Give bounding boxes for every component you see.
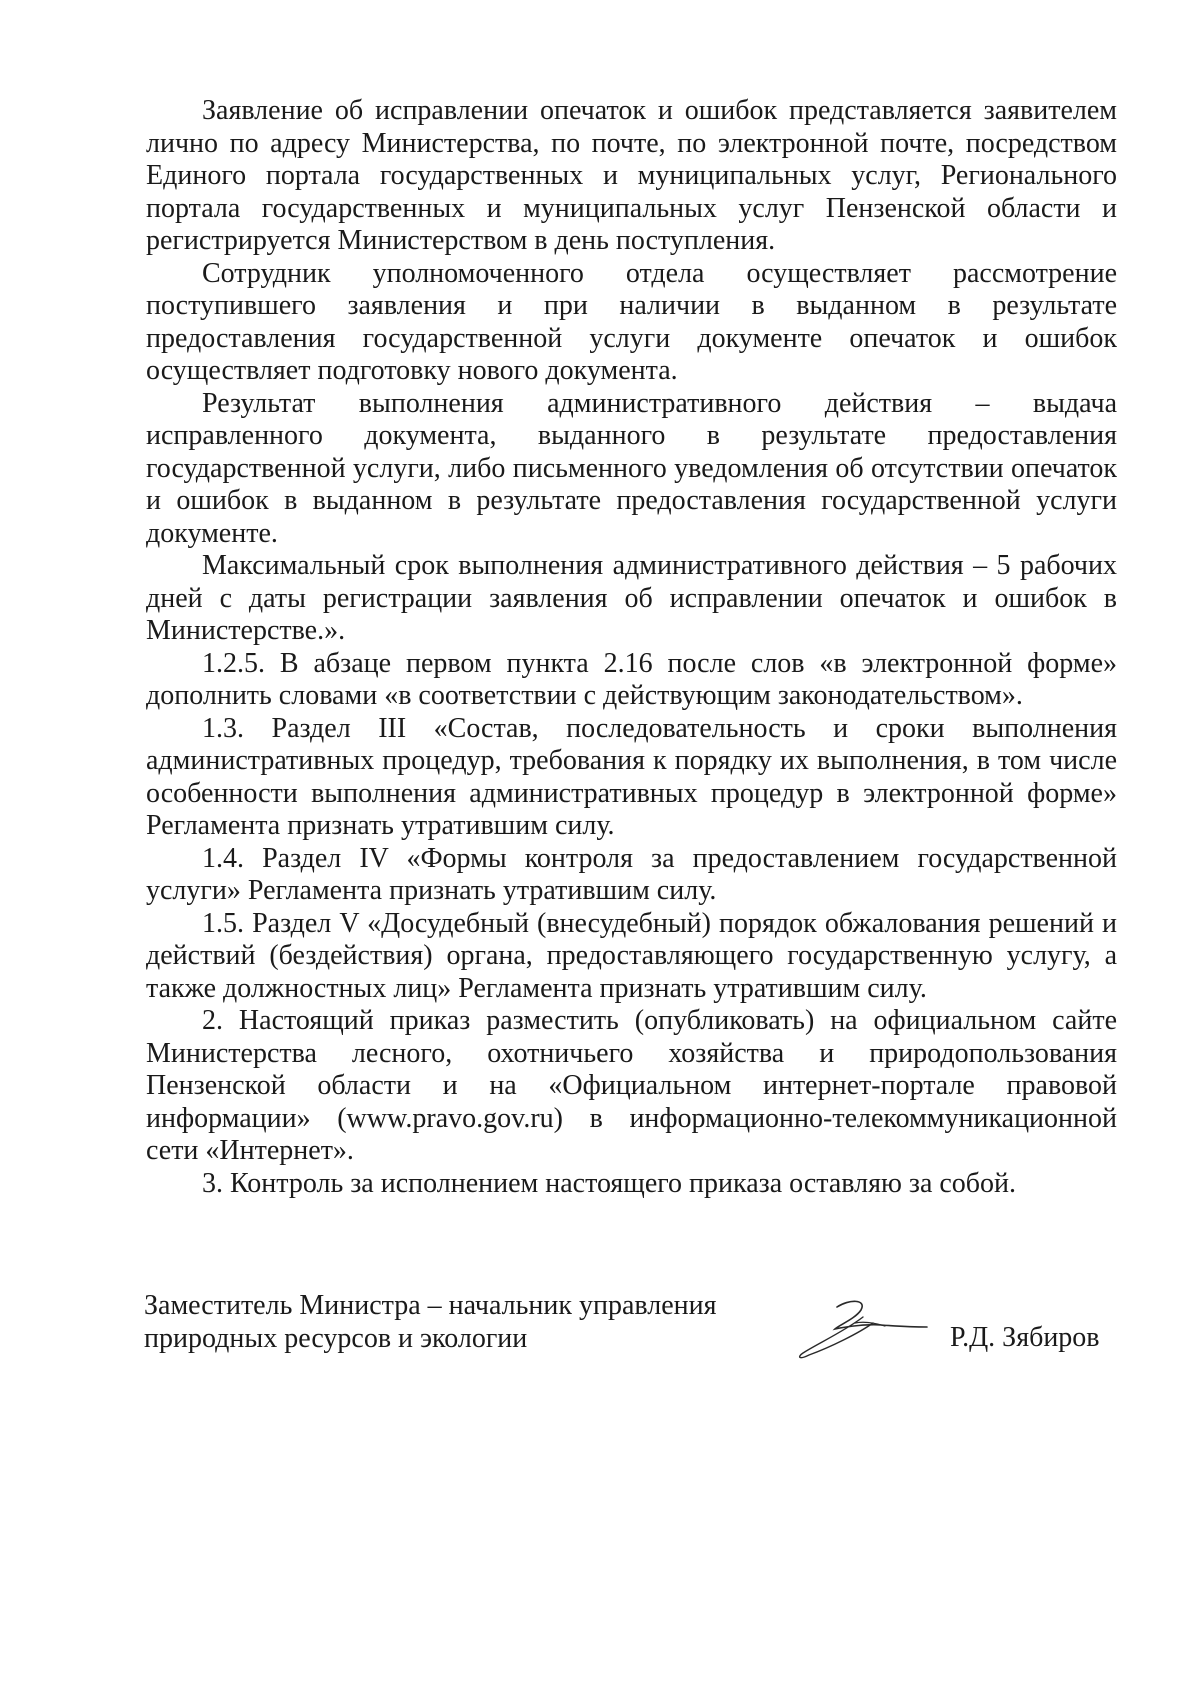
paragraph-1-3: 1.3. Раздел III «Состав, последовательность и сроки выполнения административных процедур, требования к порядку их выполнения, в том числе особенности выполнения административных процедур в электронной форме» Регламента признать утратившим силу. bbox=[146, 712, 1117, 841]
paragraph-1-5: 1.5. Раздел V «Досудебный (внесудебный) порядок обжалования решений и действий (бездействия) органа, предоставляющего государственную услугу, а также должностных лиц» Регламента признать утратившим силу. bbox=[146, 907, 1117, 1004]
handwritten-signature bbox=[795, 1293, 930, 1365]
paragraph-action-result: Результат выполнения административного действия – выдача исправленного документа, выданного в результате предоставления государственной услуги, либо письменного уведомления об отсутствии опечаток и ошибок в выданном в результате предоставления государственной услуги документе. bbox=[146, 387, 1117, 549]
document-body bbox=[146, 95, 1117, 1200]
paragraph-employee-review: Сотрудник уполномоченного отдела осуществляет рассмотрение поступившего заявления и при наличии в выданном в результате предоставления государственной услуги документе опечаток и ошибок осуществляет подготовку нового документа. bbox=[146, 257, 1117, 386]
paragraph-1-2-5: 1.2.5. В абзаце первом пункта 2.16 после слов «в электронной форме» дополнить словами «в соответствии с действующим законодательством». bbox=[146, 647, 1117, 711]
paragraph-max-term: Максимальный срок выполнения административного действия – 5 рабочих дней с даты регистрации заявления об исправлении опечаток и ошибок в Министерстве.». bbox=[146, 550, 1117, 646]
signer-position-line-1: Заместитель Министра – начальник управления bbox=[144, 1290, 717, 1321]
signer-position-line-2: природных ресурсов и экологии bbox=[144, 1322, 528, 1354]
paragraph-1-4: 1.4. Раздел IV «Формы контроля за предоставлением государственной услуги» Регламента признать утратившим силу. bbox=[146, 842, 1117, 906]
signer-name: Р.Д. Зябиров bbox=[950, 1322, 1100, 1353]
signer-position bbox=[144, 1290, 794, 1355]
paragraph-3-control: 3. Контроль за исполнением настоящего приказа оставляю за собой. bbox=[202, 1167, 1017, 1199]
paragraph-correction-application: Заявление об исправлении опечаток и ошибок представляется заявителем лично по адресу Министерства, по почте, по электронной почте, посредством Единого портала государственных и муниципальных услуг, Регионального портала государственных и муниципальных услуг Пензенской области и регистрируется Министерством в день поступления. bbox=[146, 95, 1117, 256]
paragraph-2-publish: 2. Настоящий приказ разместить (опубликовать) на официальном сайте Министерства лесного, охотничьего хозяйства и природопользования Пензенской области и на «Официальном интернет-портале правовой информации» (www.pravo.gov.ru) в информационно-телекоммуникационной сети «Интернет». bbox=[146, 1005, 1117, 1166]
